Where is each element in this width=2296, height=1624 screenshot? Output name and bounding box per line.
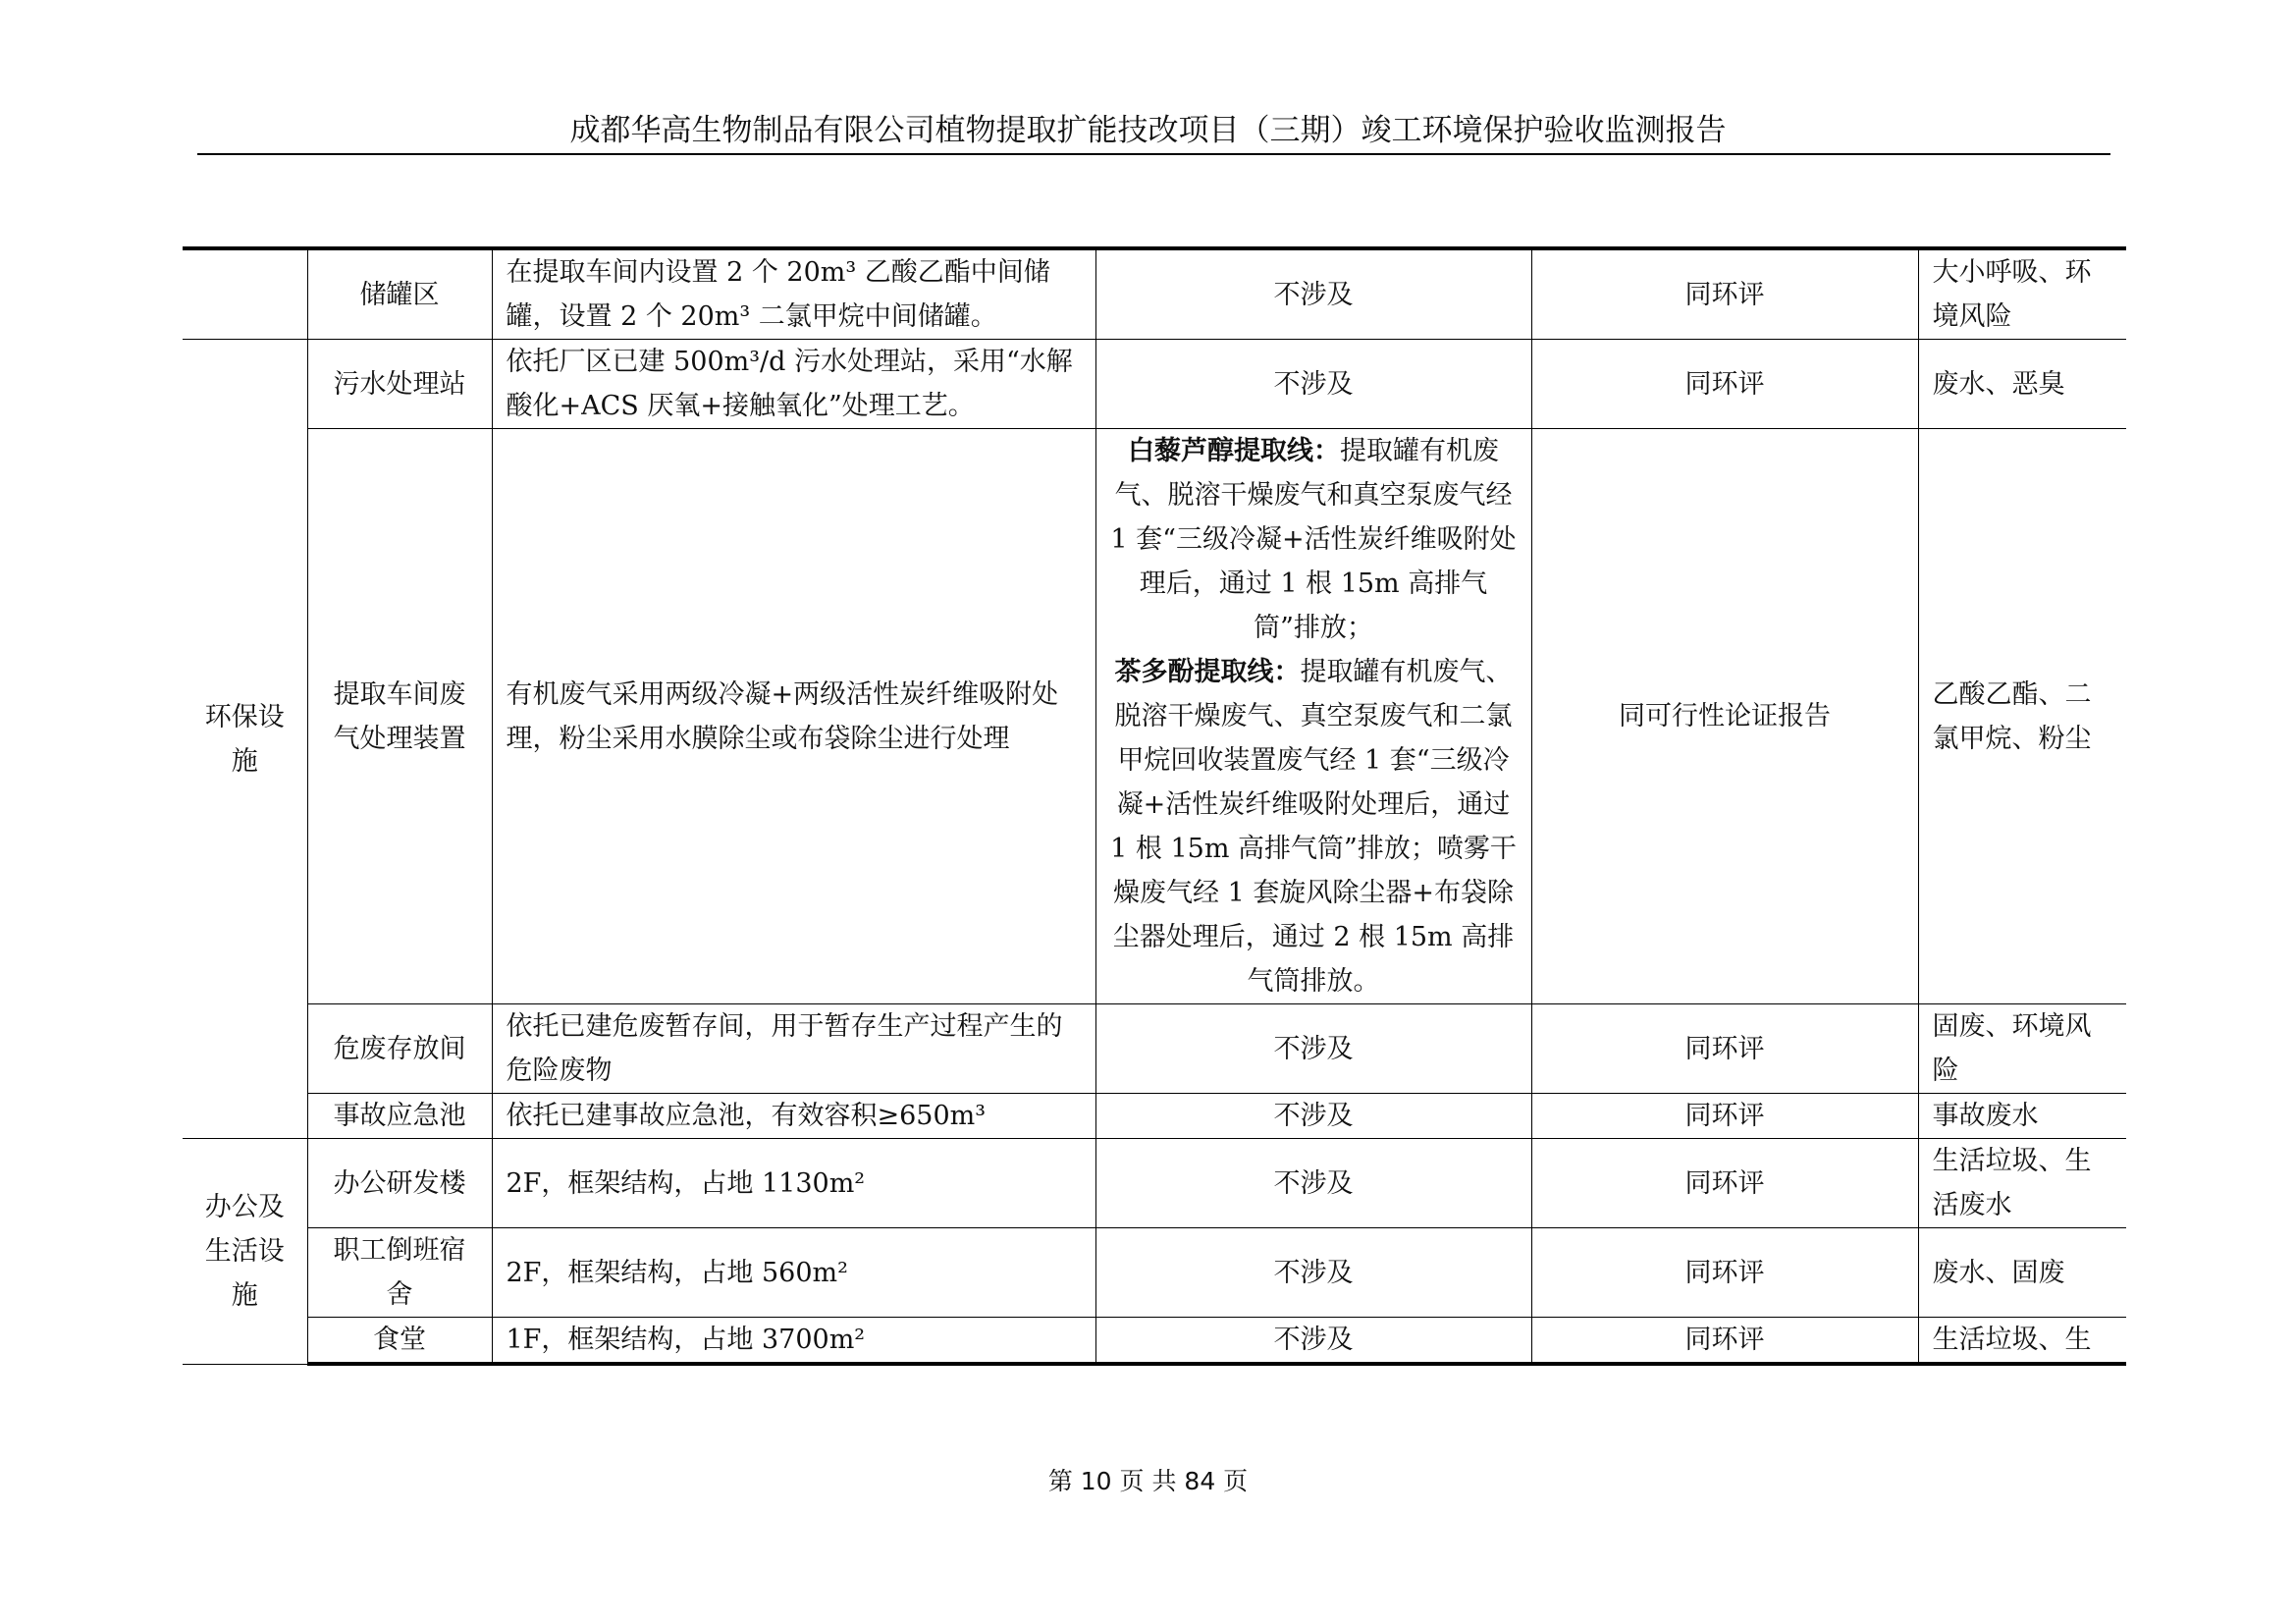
line-heading-tea-polyphenol: 茶多酚提取线：: [1114, 657, 1301, 687]
pollutant-cell: 固废、环境风险: [1918, 1004, 2126, 1094]
table-row: [183, 340, 2126, 429]
header-rule: [197, 153, 2110, 155]
report-header-title: 成都华高生物制品有限公司植物提取扩能技改项目（三期）竣工环境保护验收监测报告: [569, 113, 1727, 148]
actual-content-cell: [1095, 429, 1531, 1004]
table-row: [183, 1004, 2126, 1094]
pollutant-cell: 事故废水: [1918, 1094, 2126, 1139]
table-row: [183, 429, 2126, 1004]
pollutant-cell: 生活垃圾、生活废水: [1918, 1139, 2126, 1228]
group-cell-empty: [183, 248, 307, 340]
comparison-cell: 同环评: [1531, 248, 1918, 340]
comparison-cell: 同环评: [1531, 1004, 1918, 1094]
table-row: [183, 1094, 2126, 1139]
comparison-cell: 同环评: [1531, 1228, 1918, 1318]
line-heading-resveratrol: 白藜芦醇提取线：: [1128, 436, 1340, 466]
actual-content-cell: 不涉及: [1095, 248, 1531, 340]
pollutant-cell: 废水、恶臭: [1918, 340, 2126, 429]
eia-content-cell: 2F，框架结构，占地 560m²: [492, 1228, 1095, 1318]
actual-content-cell: 不涉及: [1095, 1094, 1531, 1139]
eia-content-cell: 在提取车间内设置 2 个 20m³ 乙酸乙酯中间储罐，设置 2 个 20m³ 二氯甲烷中间储罐。: [492, 248, 1095, 340]
pollutant-cell: 废水、固废: [1918, 1228, 2126, 1318]
comparison-cell: 同环评: [1531, 1139, 1918, 1228]
group-label-env: 环保设施: [183, 340, 307, 1139]
page-number: 第 10 页 共 84 页: [1047, 1467, 1249, 1495]
pollutant-cell: 生活垃圾、生: [1918, 1318, 2126, 1365]
group-label-office: 办公及生活设施: [183, 1139, 307, 1365]
table-row: [183, 248, 2126, 340]
item-cell: 提取车间废气处理装置: [307, 429, 492, 1004]
facilities-table: [183, 246, 2126, 1366]
line-body-tea-polyphenol: 提取罐有机废气、脱溶干燥废气、真空泵废气和二氯甲烷回收装置废气经 1 套“三级冷凝+活性炭纤维吸附处理后，通过 1 根 15m 高排气筒”排放；喷雾干燥废气经 1 套旋风除尘器+布袋除尘器处理后，通过 2 根 15m 高排气筒排放。: [1110, 657, 1517, 997]
table-row: [183, 1228, 2126, 1318]
item-cell: 危废存放间: [307, 1004, 492, 1094]
comparison-cell: 同环评: [1531, 340, 1918, 429]
item-cell: 事故应急池: [307, 1094, 492, 1139]
eia-content-cell: 1F，框架结构，占地 3700m²: [492, 1318, 1095, 1365]
eia-content-cell: 依托厂区已建 500m³/d 污水处理站，采用“水解酸化+ACS 厌氧+接触氧化”处理工艺。: [492, 340, 1095, 429]
eia-content-cell: 有机废气采用两级冷凝+两级活性炭纤维吸附处理，粉尘采用水膜除尘或布袋除尘进行处理: [492, 429, 1095, 1004]
item-cell: 职工倒班宿舍: [307, 1228, 492, 1318]
item-cell: 污水处理站: [307, 340, 492, 429]
actual-content-cell: 不涉及: [1095, 1004, 1531, 1094]
comparison-cell: 同环评: [1531, 1318, 1918, 1365]
eia-content-cell: 依托已建危废暂存间，用于暂存生产过程产生的危险废物: [492, 1004, 1095, 1094]
comparison-cell: 同可行性论证报告: [1531, 429, 1918, 1004]
actual-content-cell: 不涉及: [1095, 1228, 1531, 1318]
item-cell: 食堂: [307, 1318, 492, 1365]
comparison-cell: 同环评: [1531, 1094, 1918, 1139]
line-body-resveratrol: 提取罐有机废气、脱溶干燥废气和真空泵废气经 1 套“三级冷凝+活性炭纤维吸附处理后，通过 1 根 15m 高排气筒”排放；: [1110, 436, 1517, 643]
eia-content-cell: 2F，框架结构，占地 1130m²: [492, 1139, 1095, 1228]
actual-content-cell: 不涉及: [1095, 1139, 1531, 1228]
item-cell: 办公研发楼: [307, 1139, 492, 1228]
eia-content-cell: 依托已建事故应急池，有效容积≥650m³: [492, 1094, 1095, 1139]
table-row: [183, 1318, 2126, 1365]
actual-content-cell: 不涉及: [1095, 340, 1531, 429]
item-cell: 储罐区: [307, 248, 492, 340]
pollutant-cell: 大小呼吸、环境风险: [1918, 248, 2126, 340]
actual-content-cell: 不涉及: [1095, 1318, 1531, 1365]
pollutant-cell: 乙酸乙酯、二氯甲烷、粉尘: [1918, 429, 2126, 1004]
table-row: [183, 1139, 2126, 1228]
